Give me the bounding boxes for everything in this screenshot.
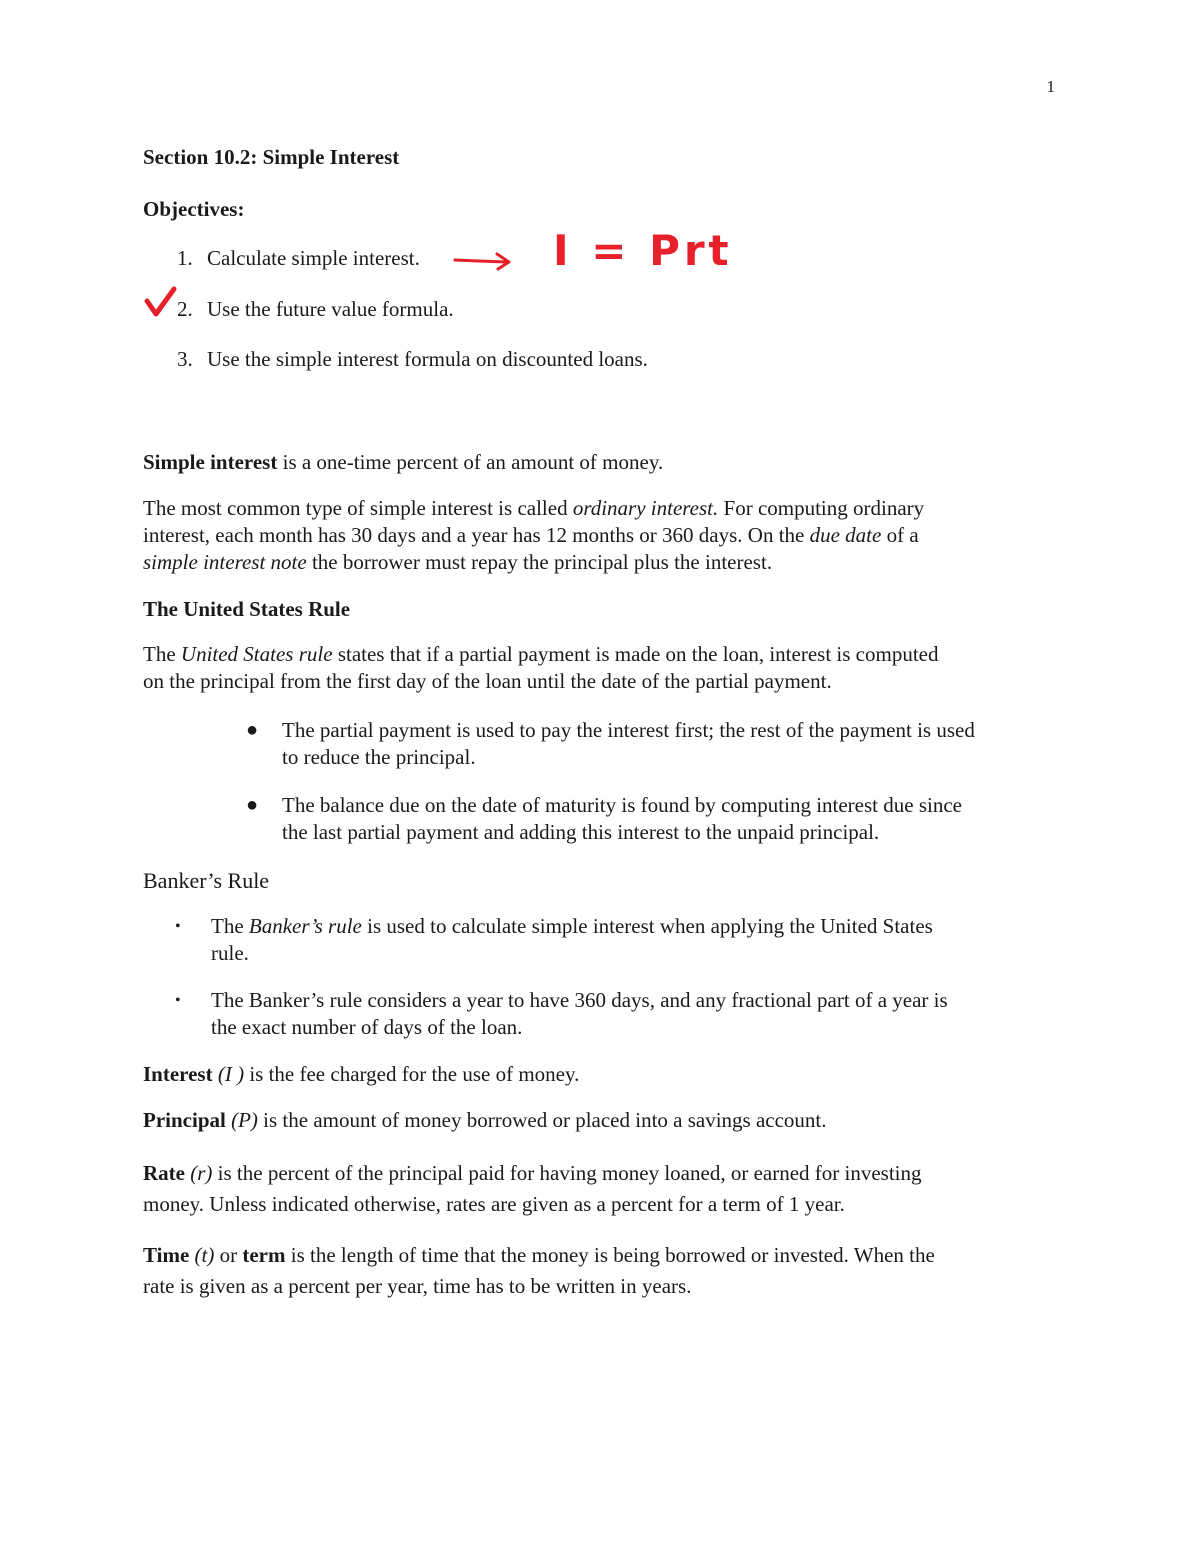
rate-term: Rate	[143, 1161, 185, 1185]
principal-definition	[143, 1107, 827, 1134]
bankers-rule-term: Banker’s rule	[248, 914, 362, 938]
principal-text: is the amount of money borrowed or placed into a savings account.	[257, 1108, 827, 1132]
bankers-text-5: the exact number of days of the loan.	[211, 1015, 523, 1039]
term-term: term	[242, 1243, 286, 1267]
objective-text: Use the future value formula.	[207, 297, 454, 321]
bullet-icon: ●	[246, 719, 259, 741]
us-rule-paragraph	[143, 641, 938, 695]
bullet-icon: ●	[246, 794, 259, 816]
bankers-text-4: The Banker’s rule considers a year to have 360 days, and any fractional part of a year is	[211, 988, 948, 1012]
rate-text: is the percent of the principal paid for having money loaned, or earned for investing	[212, 1161, 922, 1185]
objective-number: 1.	[177, 246, 193, 270]
time-symbol: (t)	[194, 1243, 215, 1267]
principal-term: Principal	[143, 1108, 226, 1132]
objective-number: 2.	[177, 297, 193, 321]
section-title: Section 10.2: Simple Interest	[143, 145, 400, 169]
checkmark-icon	[144, 286, 178, 320]
us-rule-bullet-1	[246, 717, 975, 771]
objective-number: 3.	[177, 347, 193, 371]
time-text: is the length of time that the money is being borrowed or invested. When the	[285, 1243, 935, 1267]
bullet-icon: •	[175, 992, 181, 1009]
interest-term: Interest	[143, 1062, 213, 1086]
ordinary-text-2: For computing ordinary	[718, 496, 925, 520]
due-date-term: due date	[809, 523, 882, 547]
ordinary-text-5: the borrower must repay the principal plus the interest.	[306, 550, 773, 574]
us-rule-heading: The United States Rule	[143, 597, 351, 621]
us-rule-term: United States rule	[180, 642, 333, 666]
objective-item-1	[177, 245, 420, 272]
ordinary-text-3: interest, each month has 30 days and a year has 12 months or 360 days. On the	[143, 523, 810, 547]
us-rule-text-1: The	[143, 642, 181, 666]
bankers-rule-bullet-2	[175, 987, 948, 1041]
objective-item-2	[177, 296, 454, 323]
rate-definition	[143, 1158, 922, 1220]
principal-symbol: (P)	[231, 1108, 258, 1132]
interest-symbol: (I )	[217, 1062, 245, 1086]
rate-symbol: (r)	[190, 1161, 213, 1185]
time-definition	[143, 1240, 935, 1302]
us-rule-text-3: on the principal from the first day of the loan until the date of the partial payment.	[143, 669, 832, 693]
bankers-rule-bullet-1	[175, 913, 933, 967]
time-text-2: rate is given as a percent per year, time has to be written in years.	[143, 1274, 692, 1298]
simple-interest-text: is a one-time percent of an amount of money.	[277, 450, 664, 474]
us-rule-bullet-2	[246, 792, 962, 846]
objective-item-3	[177, 346, 648, 373]
bankers-text-2: is used to calculate simple interest when applying the United States	[361, 914, 933, 938]
ordinary-text-4: of a	[881, 523, 919, 547]
bankers-text-3: rule.	[211, 941, 249, 965]
interest-definition	[143, 1061, 579, 1088]
bankers-rule-heading: Banker’s Rule	[143, 868, 270, 893]
simple-interest-note-term: simple interest note	[143, 550, 307, 574]
objectives-heading: Objectives:	[143, 197, 245, 221]
bullet-text: The partial payment is used to pay the interest first; the rest of the payment is used	[282, 718, 975, 742]
simple-interest-definition	[143, 449, 663, 476]
objective-text: Calculate simple interest.	[207, 246, 420, 270]
rate-text-2: money. Unless indicated otherwise, rates are given as a percent for a term of 1 year.	[143, 1192, 845, 1216]
us-rule-text-2: states that if a partial payment is made on the loan, interest is computed	[332, 642, 939, 666]
annotation-formula: I = Prt	[553, 226, 733, 275]
ordinary-interest-paragraph	[143, 495, 924, 576]
bullet-text: the last partial payment and adding this interest to the unpaid principal.	[282, 820, 880, 844]
objective-text: Use the simple interest formula on discounted loans.	[207, 347, 648, 371]
simple-interest-term: Simple interest	[143, 450, 278, 474]
bankers-text-1: The	[211, 914, 249, 938]
annotation-arrow	[452, 248, 516, 272]
time-term: Time	[143, 1243, 190, 1267]
bullet-text: to reduce the principal.	[282, 745, 476, 769]
bullet-text: The balance due on the date of maturity is found by computing interest due since	[282, 793, 962, 817]
ordinary-interest-term: ordinary interest.	[572, 496, 719, 520]
bullet-icon: •	[175, 918, 181, 935]
page-number: 1	[1046, 77, 1055, 96]
ordinary-text-1: The most common type of simple interest is called	[143, 496, 573, 520]
interest-text: is the fee charged for the use of money.	[244, 1062, 580, 1086]
time-or-text: or	[214, 1243, 243, 1267]
